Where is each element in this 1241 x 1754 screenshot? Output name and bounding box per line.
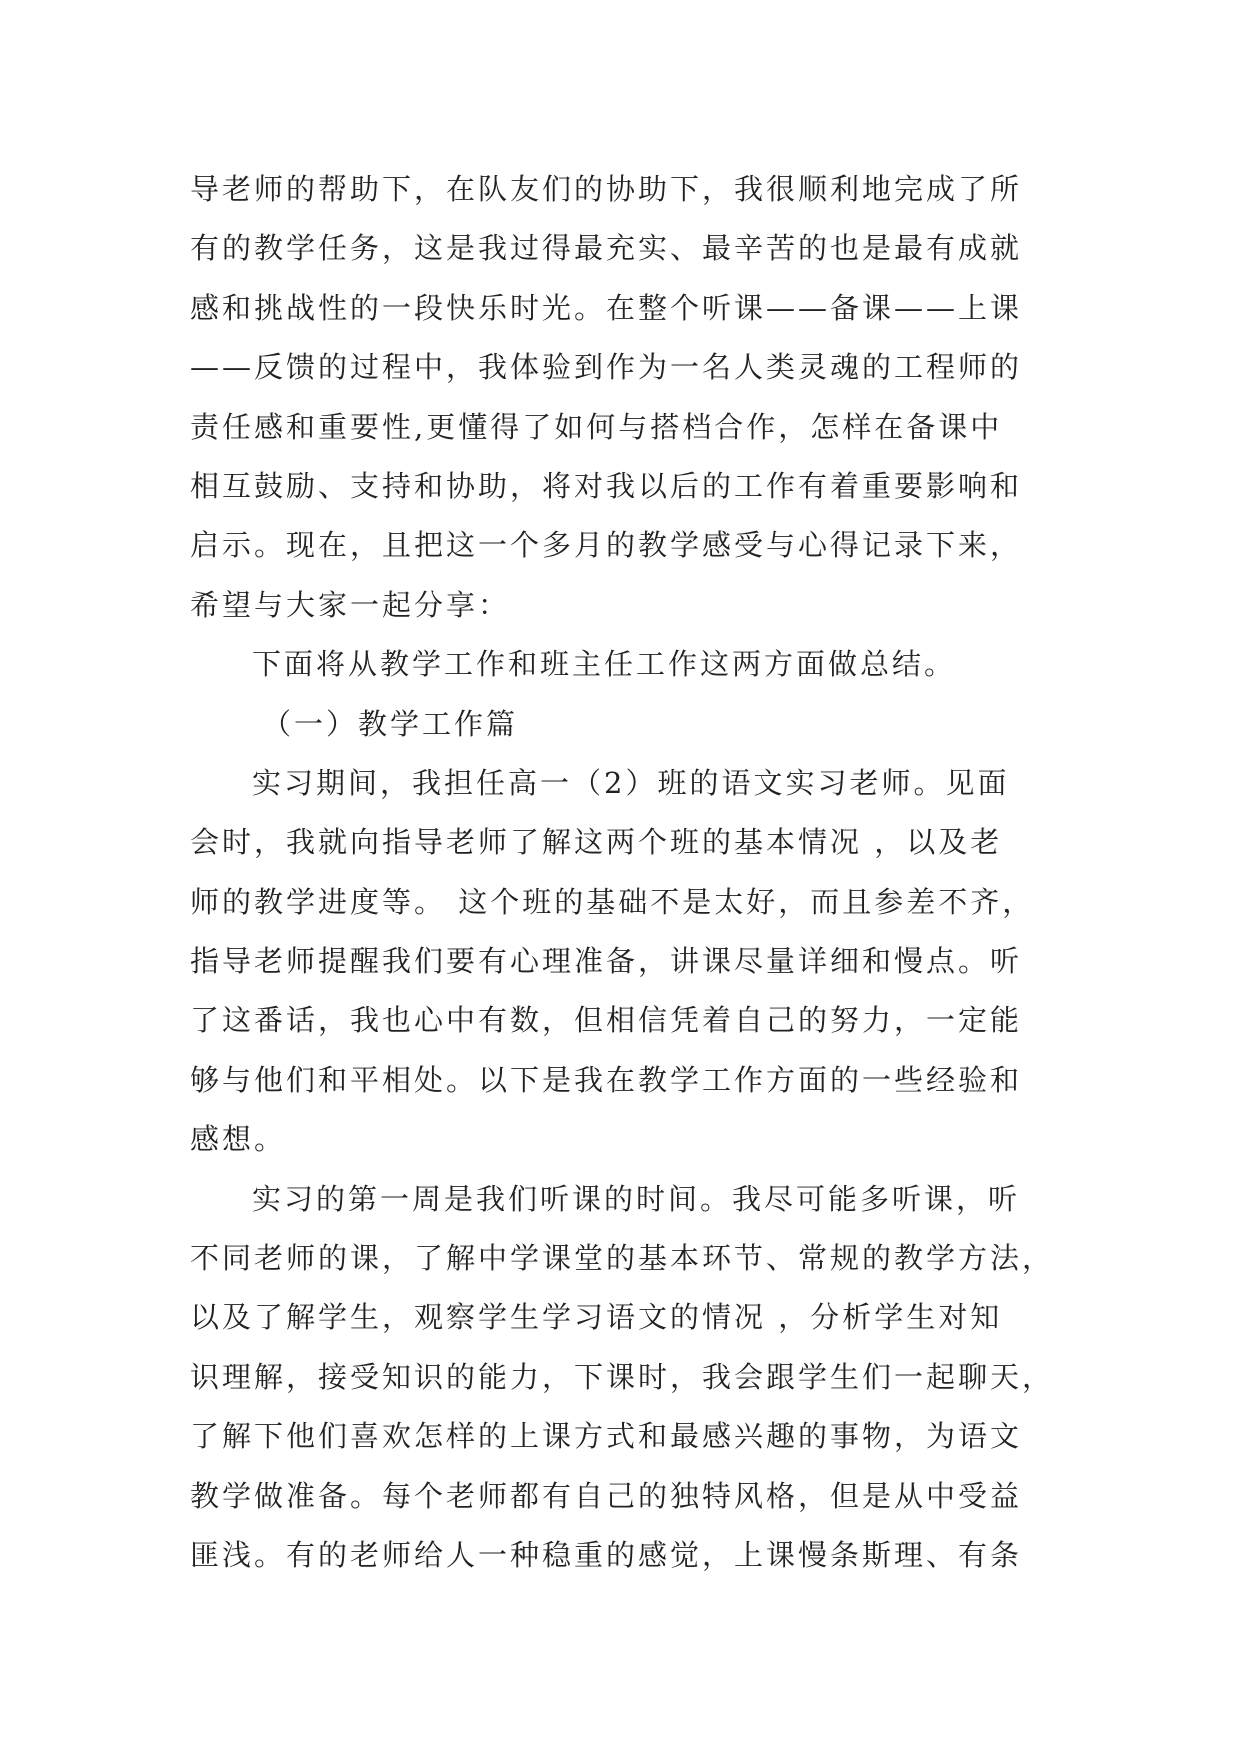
text-line: 以及了解学生，观察学生学习语文的情况 ，分析学生对知 <box>190 1300 1003 1335</box>
text-line: 下面将从教学工作和班主任工作这两方面做总结。 <box>252 647 957 682</box>
document-body <box>190 160 1060 1585</box>
text-line: 希望与大家一起分享： <box>190 587 511 622</box>
text-line: 启示。现在，且把这一个多月的教学感受与心得记录下来， <box>190 528 1023 563</box>
text-line: 不同老师的课，了解中学课堂的基本环节、常规的教学方法， <box>190 1241 1055 1276</box>
text-line: 有的教学任务，这是我过得最充实、最辛苦的也是最有成就 <box>190 231 1023 266</box>
text-line: 感想。 <box>190 1122 287 1157</box>
text-line: 指导老师提醒我们要有心理准备，讲课尽量详细和慢点。听 <box>190 944 1023 979</box>
text-line: 教学做准备。每个老师都有自己的独特风格，但是从中受益 <box>190 1478 1023 1513</box>
text-line: 导老师的帮助下，在队友们的协助下，我很顺利地完成了所 <box>190 172 1023 206</box>
text-line: 识理解，接受知识的能力，下课时，我会跟学生们一起聊天， <box>190 1359 1055 1394</box>
text-line: 会时，我就向指导老师了解这两个班的基本情况 ，以及老 <box>190 825 1003 860</box>
section-heading: （一）教学工作篇 <box>262 706 519 741</box>
text-line: 了这番话，我也心中有数，但相信凭着自己的努力，一定能 <box>190 1003 1023 1038</box>
text-line: 实习的第一周是我们听课的时间。我尽可能多听课，听 <box>252 1181 1021 1216</box>
text-line: 相互鼓励、支持和协助，将对我以后的工作有着重要影响和 <box>190 468 1023 503</box>
text-line: 实习期间，我担任高一（2）班的语文实习老师。见面 <box>252 765 1010 800</box>
text-line: ——反馈的过程中，我体验到作为一名人类灵魂的工程师的 <box>190 350 1023 385</box>
text-line: 师的教学进度等。 这个班的基础不是太好，而且参差不齐， <box>190 884 1035 919</box>
text-line: 感和挑战性的一段快乐时光。在整个听课——备课——上课 <box>190 290 1023 325</box>
text-line: 够与他们和平相处。以下是我在教学工作方面的一些经验和 <box>190 1062 1023 1097</box>
text-line: 责任感和重要性,更懂得了如何与搭档合作，怎样在备课中 <box>190 409 1003 444</box>
text-line: 匪浅。有的老师给人一种稳重的感觉，上课慢条斯理、有条 <box>190 1537 1023 1572</box>
text-line: 了解下他们喜欢怎样的上课方式和最感兴趣的事物，为语文 <box>190 1419 1023 1454</box>
